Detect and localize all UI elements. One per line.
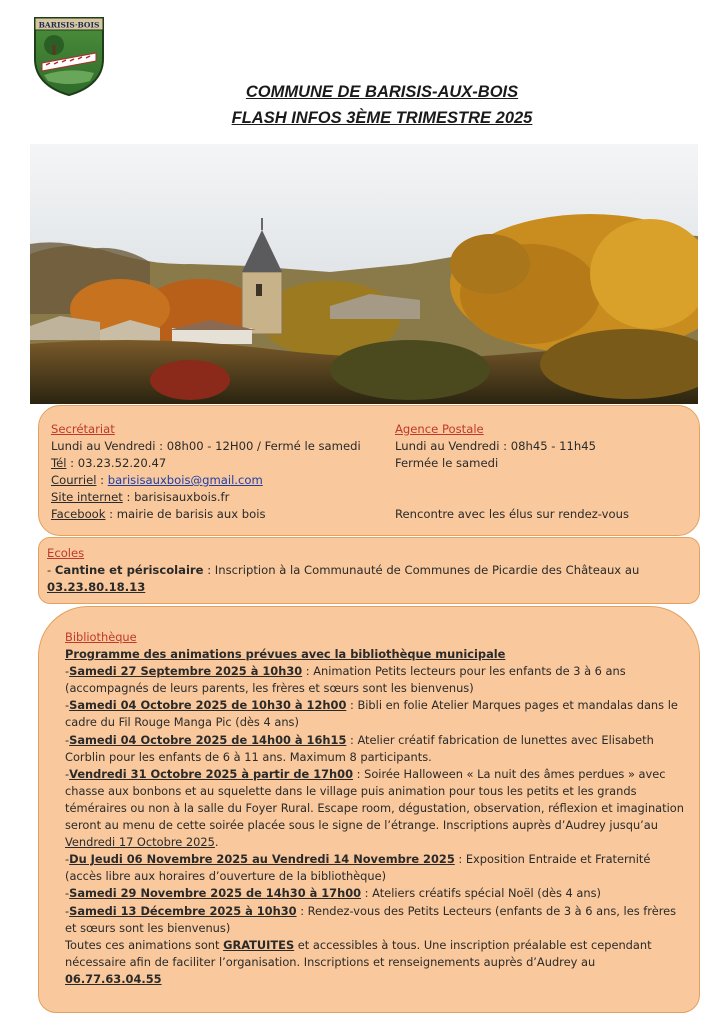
event-date: Samedi 04 Octobre 2025 de 10h30 à 12h00 <box>69 698 347 713</box>
event-prefix: - <box>65 698 70 713</box>
event-text: : Atelier créatif fabrication de lunettes avec Elisabeth Corblin pour les enfants de 6 à 11 ans. Maximum 8 participants. <box>65 732 654 764</box>
agence-hours: Lundi au Vendredi : 08h45 - 11h45 <box>395 439 596 453</box>
email-link[interactable]: barisisauxbois@gmail.com <box>107 473 263 487</box>
event-item <box>65 903 689 937</box>
event-date: Samedi 29 Novembre 2025 de 14h30 à 17h00 <box>69 886 362 901</box>
phone-label: Tél <box>51 456 67 470</box>
page-title: COMMUNE DE BARISIS-AUX-BOIS <box>245 83 519 101</box>
event-text: : Rendez-vous des Petits Lecteurs (enfants de 3 à 6 ans, les frères et sœurs sont les bienvenus) <box>65 903 677 935</box>
bibliotheque-section <box>65 629 689 988</box>
facebook-label: Facebook <box>51 507 106 521</box>
event-text: : Exposition Entraide et Fraternité (accès libre aux horaires d’ouverture de la bibliothèque) <box>65 852 651 884</box>
secretariat-facebook <box>51 506 361 523</box>
event-text: : Ateliers créatifs spécial Noël (dès 4 ans) <box>361 886 601 901</box>
footer-text: Toutes ces animations sont <box>65 937 224 952</box>
event-deadline: Vendredi 17 Octobre 2025 <box>65 835 215 850</box>
contact-info-box <box>38 405 700 536</box>
secretariat-phone <box>51 455 361 472</box>
event-text: : Bibli en folie Atelier Marques pages et mandalas dans le cadre du Fil Rouge Manga Pic (dès 4 ans) <box>65 698 678 730</box>
bibliotheque-box <box>38 606 700 1013</box>
event-prefix: - <box>65 903 70 918</box>
ecoles-prefix: - <box>47 563 55 577</box>
website-label: Site internet <box>51 490 123 504</box>
secretariat-heading: Secrétariat <box>51 422 115 436</box>
event-item <box>65 885 689 902</box>
ecoles-text <box>47 562 687 579</box>
ecoles-phone: 03.23.80.18.13 <box>47 580 146 594</box>
email-label: Courriel <box>51 473 97 487</box>
event-item <box>65 766 689 851</box>
secretariat-email <box>51 472 361 489</box>
page-subtitle: FLASH INFOS 3ÈME TRIMESTRE 2025 <box>231 109 533 127</box>
event-prefix: - <box>65 664 70 679</box>
event-prefix: - <box>65 732 70 747</box>
event-date: Samedi 04 Octobre 2025 de 14h00 à 16h15 <box>69 732 347 747</box>
ecoles-label: Cantine et périscolaire <box>54 563 204 577</box>
event-item <box>65 851 689 885</box>
event-item <box>65 663 689 697</box>
spacer <box>395 472 629 489</box>
secretariat-section <box>51 421 361 523</box>
footer-free: GRATUITES <box>223 937 295 952</box>
ecoles-box <box>38 537 700 604</box>
event-date: Samedi 13 Décembre 2025 à 10h30 <box>69 903 297 918</box>
footer-phone: 06.77.63.04.55 <box>65 971 162 986</box>
event-item <box>65 697 689 731</box>
ecoles-section <box>47 545 687 596</box>
agence-closed: Fermée le samedi <box>395 456 499 470</box>
bibliotheque-footer <box>65 937 689 971</box>
village-landscape-photo <box>30 144 698 404</box>
event-date: Du Jeudi 06 Novembre 2025 au Vendredi 14 Novembre 2025 <box>69 852 455 867</box>
event-end: . <box>214 835 219 850</box>
ecoles-heading: Ecoles <box>47 546 85 560</box>
event-text: : Animation Petits lecteurs pour les enfants de 3 à 6 ans (accompagnés de leurs parents, les frères et sœurs sont les bienvenus) <box>65 664 626 696</box>
event-item <box>65 732 689 766</box>
secretariat-website <box>51 489 361 506</box>
event-date: Samedi 27 Septembre 2025 à 10h30 <box>69 664 303 679</box>
ecoles-desc: : Inscription à la Communauté de Communes de Picardie des Châteaux au <box>203 563 640 577</box>
event-date: Vendredi 31 Octobre 2025 à partir de 17h00 <box>69 766 354 781</box>
svg-text:BARISIS·BOIS: BARISIS·BOIS <box>38 20 100 30</box>
bibliotheque-subheading: Programme des animations prévues avec la bibliothèque municipale <box>65 647 506 662</box>
facebook-value: : mairie de barisis aux bois <box>105 507 266 521</box>
phone-value: : 03.23.52.20.47 <box>66 456 167 470</box>
event-prefix: - <box>65 766 70 781</box>
spacer <box>395 489 629 506</box>
bibliotheque-heading: Bibliothèque <box>65 630 137 644</box>
secretariat-hours: Lundi au Vendredi : 08h00 - 12H00 / Fermé le samedi <box>51 439 361 453</box>
agence-meeting: Rencontre avec les élus sur rendez-vous <box>395 507 629 521</box>
website-value: : barisisauxbois.fr <box>122 490 230 504</box>
event-text: : Soirée Halloween « La nuit des âmes perdues » avec chasse aux bonbons et au squelette dans le village puis animation pour tous les petits et les grands téméraires ou non à la salle du Foyer Rural. Escape room, dégustation, observation, réflexion et imagination seront au menu de cette soirée placée sous le signe de l’étrange. Inscriptions auprès d’Audrey jusqu’au <box>65 766 684 833</box>
email-separator: : <box>96 473 108 487</box>
footer-text: et accessibles à tous. Une inscription préalable est cependant nécessaire afin de faciliter l’organisation. Inscriptions et renseignements auprès d’Audrey au <box>65 937 652 969</box>
agence-postale-section <box>395 421 629 523</box>
event-prefix: - <box>65 886 70 901</box>
agence-heading: Agence Postale <box>395 422 484 436</box>
event-prefix: - <box>65 852 70 867</box>
